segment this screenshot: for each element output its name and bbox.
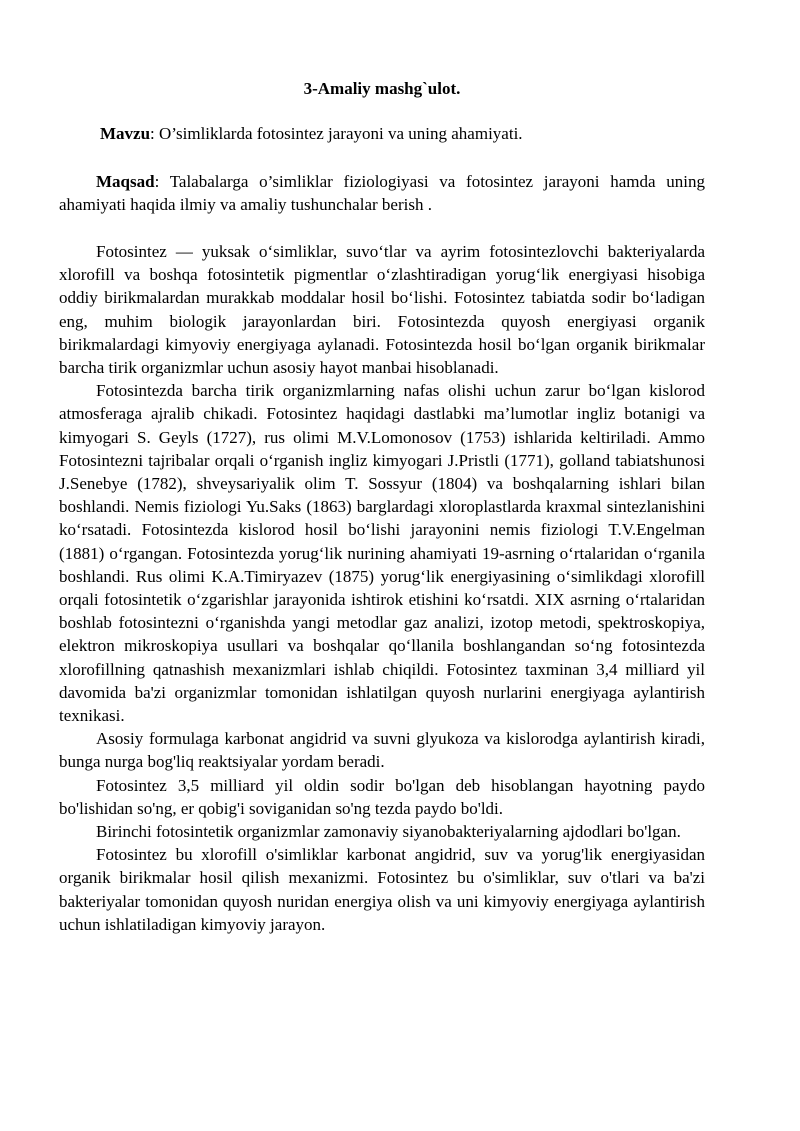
goal-label: Maqsad xyxy=(96,172,155,191)
paragraph: Fotosintez 3,5 milliard yil oldin sodir bo'lgan deb hisoblangan hayotning paydo bo'lishidan so'ng, er qobig'i soviganidan so'ng tezda paydo bo'ldi. xyxy=(59,775,705,818)
topic-label: Mavzu xyxy=(100,124,151,143)
topic-text: : O’simliklarda fotosintez jarayoni va uning ahamiyati. xyxy=(150,124,523,143)
topic-line xyxy=(100,123,523,145)
paragraph: Fotosintez — yuksak oʻsimliklar, suvoʻtlar va ayrim fotosintezlovchi bakteriyalarda xlorofill va boshqa fotosintetik pigmentlar oʻzlashtiradigan yorugʻlik energiyasi hisobiga oddiy birikmalardan murakkab moddalar hosil boʻlishi. Fotosintez tabiatda sodir boʻladigan eng, muhim biologik jarayonlardan biri. Fotosintezda quyosh energiyasi organik birikmalardagi kimyoviy energiyaga aylanadi. Fotosintezda hosil boʻlgan organik birikmalar barcha tirik organizmlar uchun asosiy hayot manbai hisoblanadi. xyxy=(59,242,705,378)
paragraph: Fotosintez bu xlorofill o'simliklar karbonat angidrid, suv va yorug'lik energiyasidan organik birikmalar hosil qilish mexanizmi. Fotosintez bu o'simliklar, suv o'tlari va ba'zi bakteriyalar tomonidan quyosh nuridan energiya olish va uni kimyoviy energiyaga aylantirish uchun ishlatiladigan kimyoviy jarayon. xyxy=(59,845,705,934)
body-text xyxy=(59,240,705,936)
page-title: 3-Amaliy mashg`ulot. xyxy=(303,79,461,98)
paragraph: Asosiy formulaga karbonat angidrid va suvni glyukoza va kislorodga aylantirish kiradi, bunga nurga bog'liq reaktsiyalar yordam beradi. xyxy=(59,729,705,772)
paragraph: Birinchi fotosintetik organizmlar zamonaviy siyanobakteriyalarning ajdodlari bo'lgan. xyxy=(96,822,681,842)
paragraph: Fotosintezda barcha tirik organizmlarning nafas olishi uchun zarur boʻlgan kislorod atmosferaga ajralib chikadi. Fotosintez haqidagi dastlabki ma’lumotlar ingliz botanigi va kimyogari S. Geyls (1727), rus olimi M.V.Lomonosov (1753) ishlarida keltiriladi. Ammo Fotosintezni tajribalar orqali oʻrganish ingliz kimyogari J.Pristli (1771), golland tabiatshunosi J.Senebye (1782), shveysariyalik olim T. Sossyur (1804) va boshqalarning ishlari bilan boshlandi. Nemis fiziologi Yu.Saks (1863) barglardagi xloroplastlarda kraxmal sintezlanishini koʻrsatadi. Fotosintezda kislorod hosil boʻlishi jarayonini nemis fiziologi T.V.Engelman (1881) oʻrgangan. Fotosintezda yorugʻlik nurining ahamiyati 19-asrning oʻrtalaridan oʻrganila boshlandi. Rus olimi K.A.Timiryazev (1875) yorugʻlik energiyasining oʻsimlikdagi xlorofill orqali fotosintetik oʻzgarishlar jarayonida ishtirok etishini koʻrsatdi. XIX asrning oʻrtalaridan boshlab fotosintezni oʻrganishda yangi metodlar gaz analizi, izotop metodi, spektroskopiya, elektron mikroskopiya usullari va boshqalar qoʻllanila boshlangandan soʻng fotosintezda xlorofillning qatnashish mexanizmlari ishlab chiqildi. Fotosintez taxminan 3,4 milliard yil davomida ba'zi organizmlar tomonidan ishlatilgan quyosh nurlarini energiyaga aylantirish texnikasi. xyxy=(59,381,705,726)
goal-paragraph xyxy=(59,170,705,216)
goal-text: : Talabalarga o’simliklar fiziologiyasi va fotosintez jarayoni hamda uning ahamiyati haqida ilmiy va amaliy tushunchalar berish . xyxy=(59,172,705,214)
